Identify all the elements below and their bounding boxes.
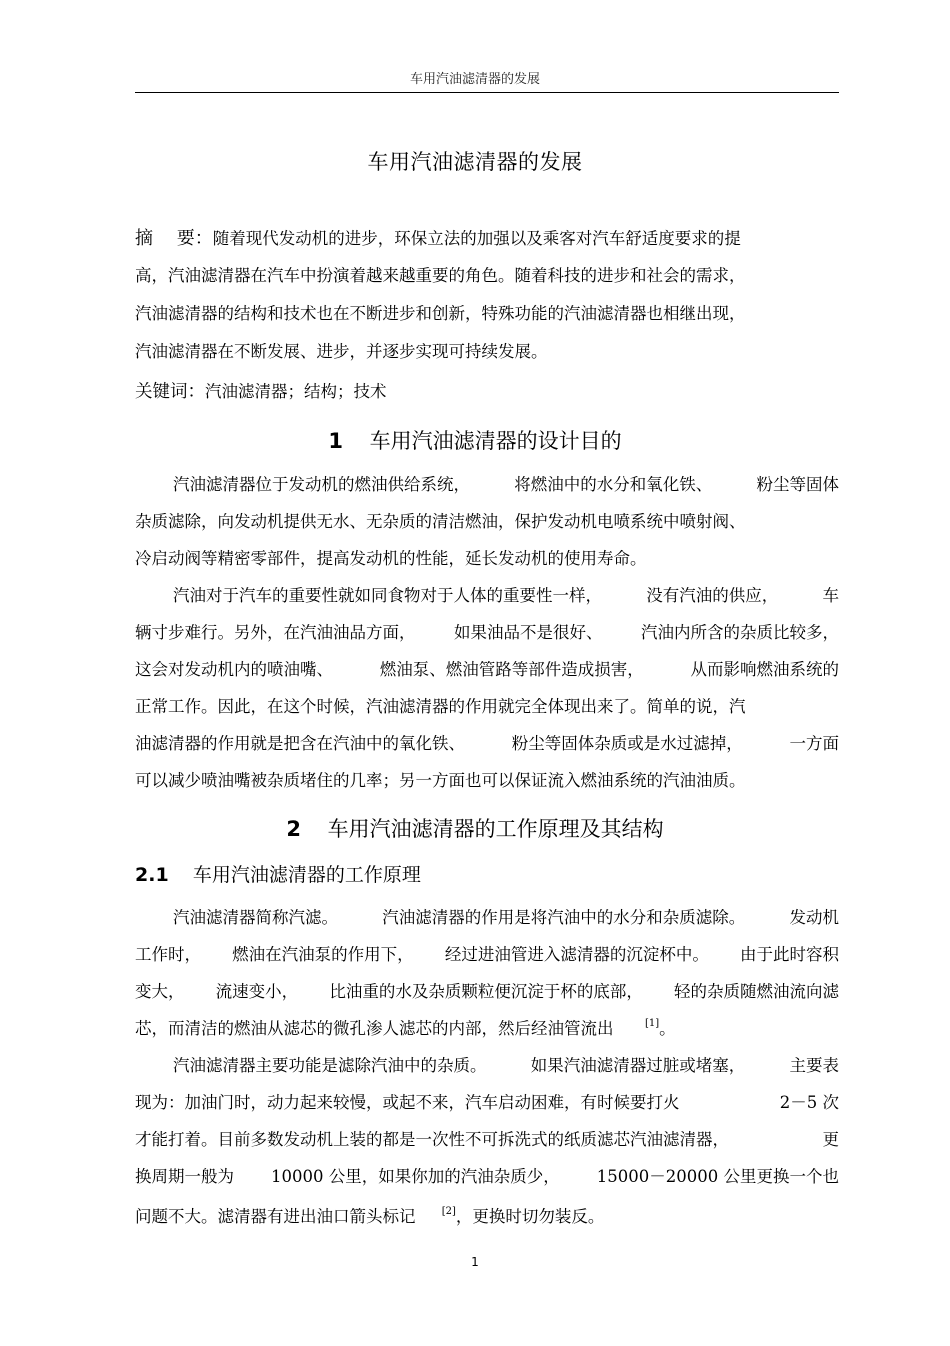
text-run: 才能打着。目前多数发动机上装的都是一次性不可拆洗式的纸质滤芯汽油滤清器，: [135, 1130, 729, 1149]
paper-title: 车用汽油滤清器的发展: [367, 150, 583, 174]
paragraph-line: [135, 1206, 839, 1228]
text-run: 杂质滤除，向发动机提供无水、无杂质的清洁燃油，保护发动机电喷系统中喷射阀、: [135, 512, 746, 531]
abstract-text: 汽油滤清器在不断发展、进步，并逐步实现可持续发展。: [135, 342, 548, 361]
section-heading: [0, 425, 950, 455]
text-run: 一方面: [789, 734, 839, 753]
section-title: 车用汽油滤清器的设计目的: [369, 429, 622, 453]
paragraph-line: [135, 1129, 839, 1151]
text-run: 比油重的水及杂质颗粒便沉淀于杯的底部，: [329, 982, 643, 1001]
section-number: 1: [328, 429, 343, 453]
paragraph-line: [135, 511, 839, 533]
text-run: 辆寸步难行。另外，在汽油油品方面，: [135, 623, 416, 642]
abstract-line: [135, 303, 839, 325]
running-header: 车用汽油滤清器的发展: [409, 72, 540, 87]
abstract-line: [135, 265, 839, 287]
text-run: 轻的杂质随燃油流向滤: [673, 982, 839, 1001]
text-run: 没有汽油的供应，: [646, 586, 779, 605]
paragraph-line: [135, 696, 839, 718]
text-run: 车: [822, 586, 839, 605]
text-run: 10000 公里，如果你加的汽油杂质少，: [271, 1167, 560, 1186]
paragraph-line: [135, 1092, 839, 1114]
paragraph-line: [135, 1166, 839, 1188]
text-run: 主要表: [789, 1056, 839, 1075]
text-run: 。: [659, 1019, 676, 1038]
text-run: 正常工作。因此，在这个时候，汽油滤清器的作用就完全体现出来了。简单的说，汽: [135, 697, 746, 716]
paragraph-line: [135, 733, 839, 755]
subsection-number: 2.1: [135, 864, 169, 886]
paragraph-line: [135, 548, 839, 570]
subsection-heading: [135, 860, 421, 887]
abstract-label: 摘 要：: [135, 228, 213, 249]
paragraph-line: [135, 770, 839, 792]
page-number: 1: [471, 1255, 479, 1269]
text-run: 如果汽油滤清器过脏或堵塞，: [530, 1056, 746, 1075]
section-number: 2: [286, 817, 301, 841]
paragraph-line: [135, 1018, 839, 1040]
text-run: 从而影响燃油系统的: [690, 660, 839, 679]
abstract-text: 随着现代发动机的进步，环保立法的加强以及乘客对汽车舒适度要求的提: [212, 229, 741, 248]
keywords-label: 关键词：: [135, 382, 205, 402]
text-run: 由于此时容积: [739, 945, 839, 964]
section-title: 车用汽油滤清器的工作原理及其结构: [327, 817, 664, 841]
text-run: 15000－20000 公里更换一个也: [596, 1167, 839, 1186]
text-run: 这会对发动机内的喷油嘴、: [135, 660, 333, 679]
paragraph-line: [173, 907, 839, 929]
text-run: ，更换时切勿装反。: [455, 1207, 605, 1226]
text-run: 2－5 次: [779, 1093, 839, 1112]
text-run: 粉尘等固体杂质或是水过滤掉，: [511, 734, 743, 753]
text-run: 将燃油中的水分和氧化铁、: [514, 475, 713, 494]
text-run: 汽油内所含的杂质比较多，: [641, 623, 839, 642]
text-run: 燃油泵、燃油管路等部件造成损害，: [379, 660, 644, 679]
text-run: 经过进油管进入滤清器的沉淀杯中。: [444, 945, 709, 964]
abstract-text: 汽油滤清器的结构和技术也在不断进步和创新，特殊功能的汽油滤清器也相继出现，: [135, 304, 746, 323]
abstract-line: [135, 228, 839, 250]
text-run: 变大，: [135, 982, 185, 1001]
text-run: 可以减少喷油嘴被杂质堵住的几率；另一方面也可以保证流入燃油系统的汽油油质。: [135, 771, 746, 790]
keywords-line: [135, 381, 839, 403]
text-run: 油滤清器的作用就是把含在汽油中的氧化铁、: [135, 734, 465, 753]
abstract-text: 高，汽油滤清器在汽车中扮演着越来越重要的角色。随着科技的进步和社会的需求，: [135, 266, 746, 285]
section-heading: [0, 813, 950, 843]
text-run: 流速变小，: [215, 982, 299, 1001]
text-run: 汽油滤清器主要功能是滤除汽油中的杂质。: [173, 1056, 487, 1075]
text-run: 燃油在汽油泵的作用下，: [232, 945, 414, 964]
paragraph-line: [135, 659, 839, 681]
text-run: 问题不大。滤清器有进出油口箭头标记: [135, 1207, 416, 1226]
paragraph-line: [173, 585, 839, 607]
paragraph-line: [173, 474, 839, 496]
paragraph-line: [135, 622, 839, 644]
keywords-text: 汽油滤清器；结构；技术: [205, 382, 387, 401]
text-run: 工作时，: [135, 945, 201, 964]
text-run: 粉尘等固体: [756, 475, 839, 494]
paragraph-line: [135, 944, 839, 966]
text-run: 芯，而清洁的燃油从滤芯的微孔渗人滤芯的内部，然后经油管流出: [135, 1019, 614, 1038]
abstract-line: [135, 341, 839, 363]
text-run: 汽油对于汽车的重要性就如同食物对于人体的重要性一样，: [173, 586, 602, 605]
subsection-title: 车用汽油滤清器的工作原理: [192, 864, 421, 886]
text-run: 汽油滤清器位于发动机的燃油供给系统，: [173, 475, 470, 494]
text-run: 冷启动阀等精密零部件，提高发动机的性能，延长发动机的使用寿命。: [135, 549, 647, 568]
text-run: 更: [822, 1130, 839, 1149]
header-rule: [135, 92, 839, 93]
citation-ref: [2]: [441, 1206, 456, 1217]
text-run: 发动机: [789, 908, 839, 927]
text-run: 如果油品不是很好、: [454, 623, 603, 642]
text-run: 汽油滤清器的作用是将汽油中的水分和杂质滤除。: [382, 908, 746, 927]
citation-ref: [1]: [644, 1018, 660, 1029]
text-run: 现为：加油门时，动力起来较慢，或起不来，汽车启动困难，有时候要打火: [135, 1093, 680, 1112]
text-run: 汽油滤清器简称汽滤。: [173, 908, 338, 927]
paragraph-line: [135, 981, 839, 1003]
paragraph-line: [173, 1055, 839, 1077]
text-run: 换周期一般为: [135, 1167, 234, 1186]
